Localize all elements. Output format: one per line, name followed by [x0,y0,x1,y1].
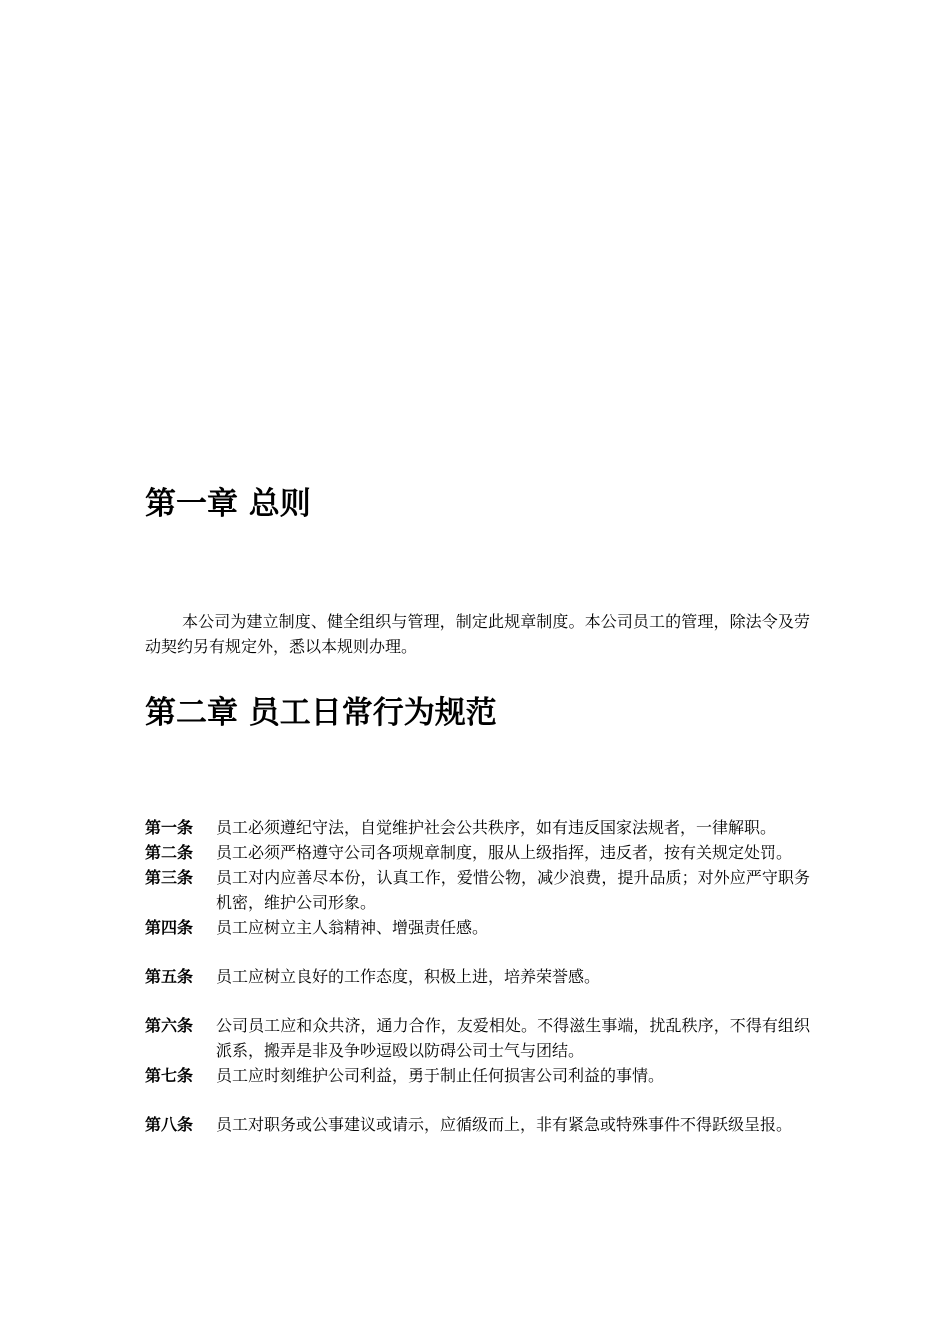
article-number: 第六条 [145,1016,194,1035]
article-text: 员工应树立主人翁精神、增强责任感。 [216,918,489,937]
article-number: 第五条 [145,967,194,986]
article-number: 第三条 [145,868,194,887]
article-4 [145,915,810,940]
article-number: 第四条 [145,918,194,937]
chapter-1-intro: 本公司为建立制度、健全组织与管理，制定此规章制度。本公司员工的管理，除法令及劳动契约另有规定外，悉以本规则办理。 [145,612,810,656]
article-text: 员工必须遵纪守法，自觉维护社会公共秩序，如有违反国家法规者，一律解职。 [216,818,777,837]
article-text: 员工必须严格遵守公司各项规章制度，服从上级指挥，违反者，按有关规定处罚。 [216,843,793,862]
article-list [145,815,810,1137]
article-number: 第七条 [145,1066,194,1085]
article-3 [145,865,810,915]
article-1 [145,815,810,840]
article-7 [145,1063,810,1088]
article-number: 第八条 [145,1115,194,1134]
article-number: 第二条 [145,843,194,862]
article-number: 第一条 [145,818,194,837]
article-5 [145,964,810,989]
article-text: 员工对职务或公事建议或请示，应循级而上，非有紧急或特殊事件不得跃级呈报。 [216,1115,793,1134]
article-text: 员工对内应善尽本份，认真工作，爱惜公物，减少浪费，提升品质；对外应严守职务机密，维护公司形象。 [216,868,810,912]
chapter-2-title: 第二章 员工日常行为规范 [145,695,497,731]
article-text: 员工应时刻维护公司利益，勇于制止任何损害公司利益的事情。 [216,1066,665,1085]
article-6 [145,1013,810,1063]
article-2 [145,840,810,865]
chapter-1-title: 第一章 总则 [145,486,311,522]
article-text: 员工应树立良好的工作态度，积极上进，培养荣誉感。 [216,967,601,986]
article-8 [145,1112,810,1137]
article-text: 公司员工应和众共济，通力合作，友爱相处。不得滋生事端，扰乱秩序，不得有组织派系，搬弄是非及争吵逗殴以防碍公司士气与团结。 [216,1016,810,1060]
